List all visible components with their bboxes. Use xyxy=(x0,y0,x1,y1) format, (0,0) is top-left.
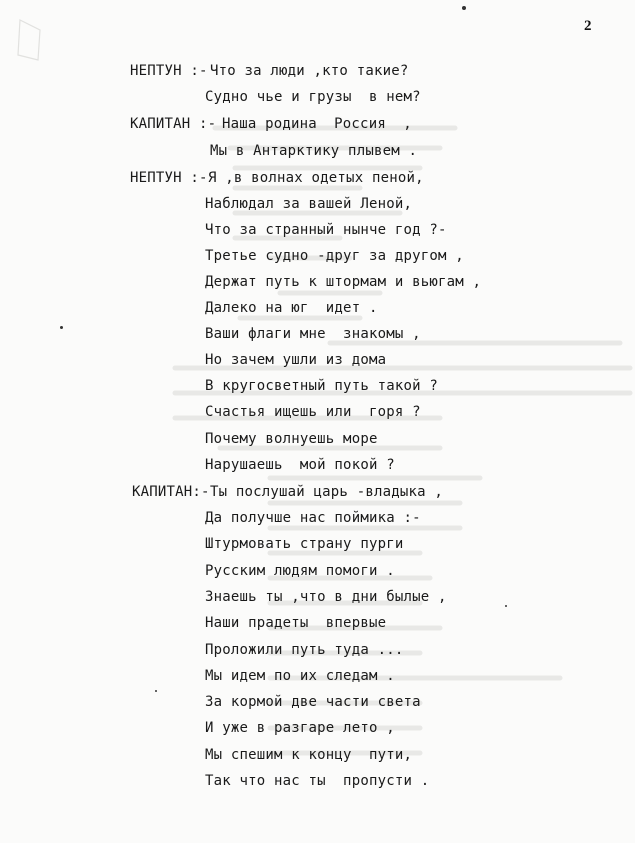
verse-line: Нарушаешь мой покой ? xyxy=(205,457,395,473)
verse-line: Так что нас ты пропусти . xyxy=(205,773,430,789)
speaker-captain: КАПИТАН :- xyxy=(130,116,217,132)
verse-line: Мы в Антарктику плывем . xyxy=(210,143,418,159)
verse-line: Что за люди ,кто такие? xyxy=(210,63,409,79)
verse-line: Наблюдал за вашей Леной, xyxy=(205,196,413,212)
speaker-neptune: НЕПТУН :- xyxy=(130,170,208,186)
verse-line: Судно чье и грузы в нем? xyxy=(205,89,421,105)
verse-line: Ты послушай царь -владыка , xyxy=(210,484,443,500)
verse-line: Наши прадеты впервые xyxy=(205,615,387,631)
verse-line: За кормой две части света xyxy=(205,694,421,710)
verse-line: Что за странный нынче год ?- xyxy=(205,222,447,238)
verse-line: Счастья ищешь или горя ? xyxy=(205,404,421,420)
verse-line: Ваши флаги мне знакомы , xyxy=(205,326,421,342)
speaker-captain: КАПИТАН:- xyxy=(132,484,210,500)
verse-line: Я ,в волнах одетых пеной, xyxy=(208,170,424,186)
speaker-neptune: НЕПТУН :- xyxy=(130,63,208,79)
verse-line: Мы идем по их следам . xyxy=(205,668,395,684)
verse-line: Русским людям помоги . xyxy=(205,563,395,579)
verse-line: Но зачем ушли из дома xyxy=(205,352,387,368)
verse-line: И уже в разгаре лето , xyxy=(205,720,395,736)
verse-line: Держат путь к штормам и вьюгам , xyxy=(205,274,482,290)
verse-line: Наша родина Россия , xyxy=(222,116,412,132)
verse-line: Проложили путь туда ... xyxy=(205,642,404,658)
verse-line: Далеко на юг идет . xyxy=(205,300,378,316)
verse-line: Мы спешим к концу пути, xyxy=(205,747,413,763)
verse-line: Знаешь ты ,что в дни былые , xyxy=(205,589,447,605)
page-number: 2 xyxy=(584,18,592,34)
verse-line: Третье судно -друг за другом , xyxy=(205,248,464,264)
verse-line: В кругосветный путь такой ? xyxy=(205,378,438,394)
scan-speck xyxy=(462,6,466,10)
verse-line: Штурмовать страну пурги xyxy=(205,536,404,552)
scan-speck xyxy=(155,690,157,692)
verse-line: Да получше нас поймика :- xyxy=(205,510,421,526)
scan-speck xyxy=(60,326,63,329)
verse-line: Почему волнуешь море xyxy=(205,431,378,447)
scan-speck xyxy=(505,605,507,607)
